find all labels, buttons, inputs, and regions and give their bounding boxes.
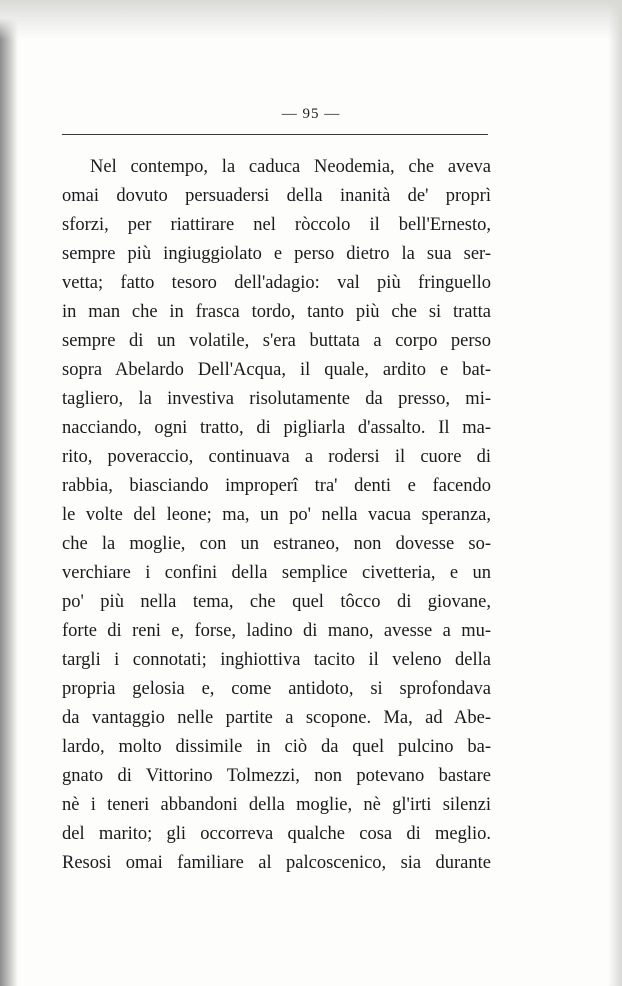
text-line: da vantaggio nelle partite a scopone. Ma, ad Abe-: [62, 708, 491, 728]
text-line: in man che in frasca tordo, tanto più che si tratta: [62, 302, 491, 322]
text-line: omai dovuto persuadersi della inanità de' proprì: [62, 186, 491, 206]
text-line: che la moglie, con un estraneo, non dovesse so-: [62, 534, 491, 554]
paragraph: [62, 153, 491, 878]
text-line: sempre di un volatile, s'era buttata a corpo perso: [62, 331, 491, 351]
text-line: tagliero, la investiva risolutamente da presso, mi-: [62, 389, 491, 409]
page-top-shadow: [0, 0, 622, 40]
text-line: le volte del leone; ma, un po' nella vacua speranza,: [62, 505, 491, 525]
text-line: verchiare i confini della semplice civetteria, e un: [62, 563, 491, 583]
text-line: propria gelosia e, come antidoto, si sprofondava: [62, 679, 491, 699]
text-line: gnato di Vittorino Tolmezzi, non potevano bastare: [62, 766, 491, 786]
text-line: po' più nella tema, che quel tôcco di giovane,: [62, 592, 491, 612]
text-line: forte di reni e, forse, ladino di mano, avesse a mu-: [62, 621, 491, 641]
text-line: sopra Abelardo Dell'Acqua, il quale, ardito e bat-: [62, 360, 491, 380]
text-line: nè i teneri abbandoni della moglie, nè gl'irti silenzi: [62, 795, 491, 815]
text-line: del marito; gli occorreva qualche cosa di meglio.: [62, 824, 491, 844]
text-line: rito, poveraccio, continuava a rodersi il cuore di: [62, 447, 491, 467]
text-line: nacciando, ogni tratto, di pigliarla d'assalto. Il ma-: [62, 418, 491, 438]
page-number: — 95 —: [281, 106, 341, 122]
text-line: sempre più ingiuggiolato e perso dietro la sua ser-: [62, 244, 491, 264]
text-line: Resosi omai familiare al palcoscenico, sia durante: [62, 853, 491, 873]
text-line: vetta; fatto tesoro dell'adagio: val più fringuello: [62, 273, 491, 293]
text-line: targli i connotati; inghiottiva tacito il veleno della: [62, 650, 491, 670]
page-left-shadow: [0, 0, 18, 986]
text-line: Nel contempo, la caduca Neodemia, che aveva: [90, 157, 491, 177]
text-line: sforzi, per riattirare nel ròccolo il bell'Ernesto,: [62, 215, 491, 235]
header-rule: [62, 134, 488, 135]
page-right-shadow: [608, 0, 622, 986]
text-line: lardo, molto dissimile in ciò da quel pulcino ba-: [62, 737, 491, 757]
text-line: rabbia, biasciando improperî tra' denti e facendo: [62, 476, 491, 496]
